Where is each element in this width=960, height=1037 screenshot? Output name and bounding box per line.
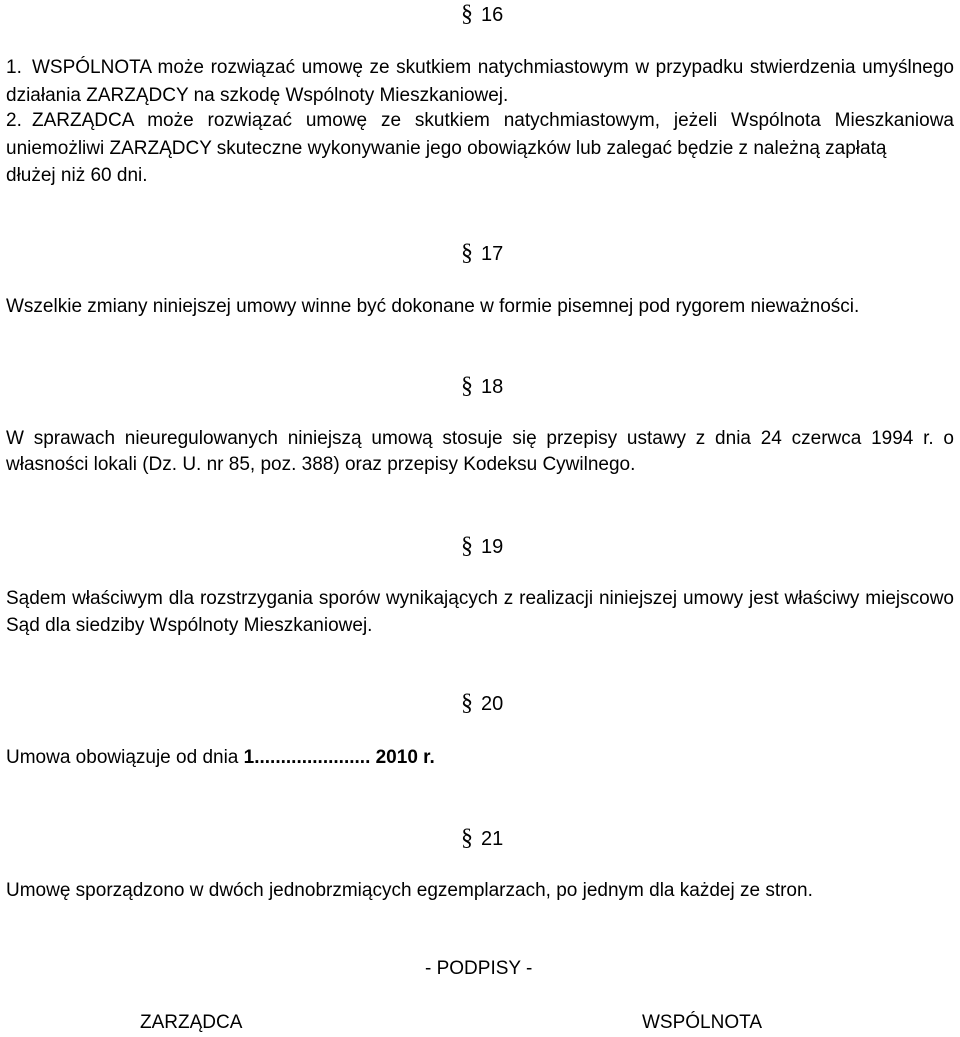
section-mark: § — [461, 240, 473, 266]
item-number: 1. — [6, 57, 22, 78]
section-17-heading — [461, 241, 503, 266]
section-number: 18 — [481, 376, 504, 398]
section-16-heading — [461, 2, 503, 27]
section-18-line-2: własności lokali (Dz. U. nr 85, poz. 388) oraz przepisy Kodeksu Cywilnego. — [6, 454, 636, 475]
section-19-line-2: Sąd dla siedziby Wspólnoty Mieszkaniowej. — [6, 615, 373, 636]
section-20-heading — [461, 691, 503, 716]
section-mark: § — [461, 1, 473, 27]
item-text: WSPÓLNOTA może rozwiązać umowę ze skutkiem natychmiastowym w przypadku stwierdzenia umyślnego — [32, 57, 954, 78]
section-mark: § — [461, 825, 473, 851]
section-16-item-2-line-1 — [6, 110, 954, 132]
section-21-heading — [461, 826, 503, 851]
item-number: 2. — [6, 110, 22, 131]
section-number: 16 — [481, 4, 504, 26]
validity-text: Umowa obowiązuje od dnia — [6, 747, 244, 768]
section-19-line-1: Sądem właściwym dla rozstrzygania sporów wynikających z realizacji niniejszej umowy jest właściwy miejscowo — [6, 588, 954, 609]
signature-left-label: ZARZĄDCA — [140, 1012, 243, 1033]
signature-right-label: WSPÓLNOTA — [642, 1012, 762, 1033]
section-number: 19 — [481, 536, 504, 558]
section-20-text — [6, 747, 435, 769]
section-mark: § — [461, 533, 473, 559]
section-21-text: Umowę sporządzono w dwóch jednobrzmiących egzemplarzach, po jednym dla każdej ze stron. — [6, 880, 813, 901]
section-16-item-1-line-2: działania ZARZĄDCY na szkodę Wspólnoty Mieszkaniowej. — [6, 85, 509, 106]
section-16-item-2-line-2: uniemożliwi ZARZĄDCY skuteczne wykonywanie jego obowiązków lub zalegać będzie z należną zapłatą — [6, 138, 887, 159]
section-18-heading — [461, 374, 503, 399]
section-number: 20 — [481, 693, 504, 715]
section-16-item-1-line-1 — [6, 57, 954, 79]
section-19-heading — [461, 534, 503, 559]
section-17-text: Wszelkie zmiany niniejszej umowy winne być dokonane w formie pisemnej pod rygorem nieważności. — [6, 296, 860, 317]
item-text: ZARZĄDCA może rozwiązać umowę ze skutkiem natychmiastowym, jeżeli Wspólnota Mieszkaniowa — [32, 110, 954, 131]
section-18-line-1: W sprawach nieuregulowanych niniejszą umową stosuje się przepisy ustawy z dnia 24 czerwca 1994 r. o — [6, 428, 954, 449]
section-16-item-2-line-3: dłużej niż 60 dni. — [6, 165, 148, 186]
validity-date: 1...................... 2010 r. — [243, 747, 435, 768]
section-number: 17 — [481, 243, 504, 265]
section-mark: § — [461, 373, 473, 399]
section-mark: § — [461, 690, 473, 716]
section-number: 21 — [481, 828, 504, 850]
signatures-heading: - PODPISY - — [425, 958, 533, 979]
